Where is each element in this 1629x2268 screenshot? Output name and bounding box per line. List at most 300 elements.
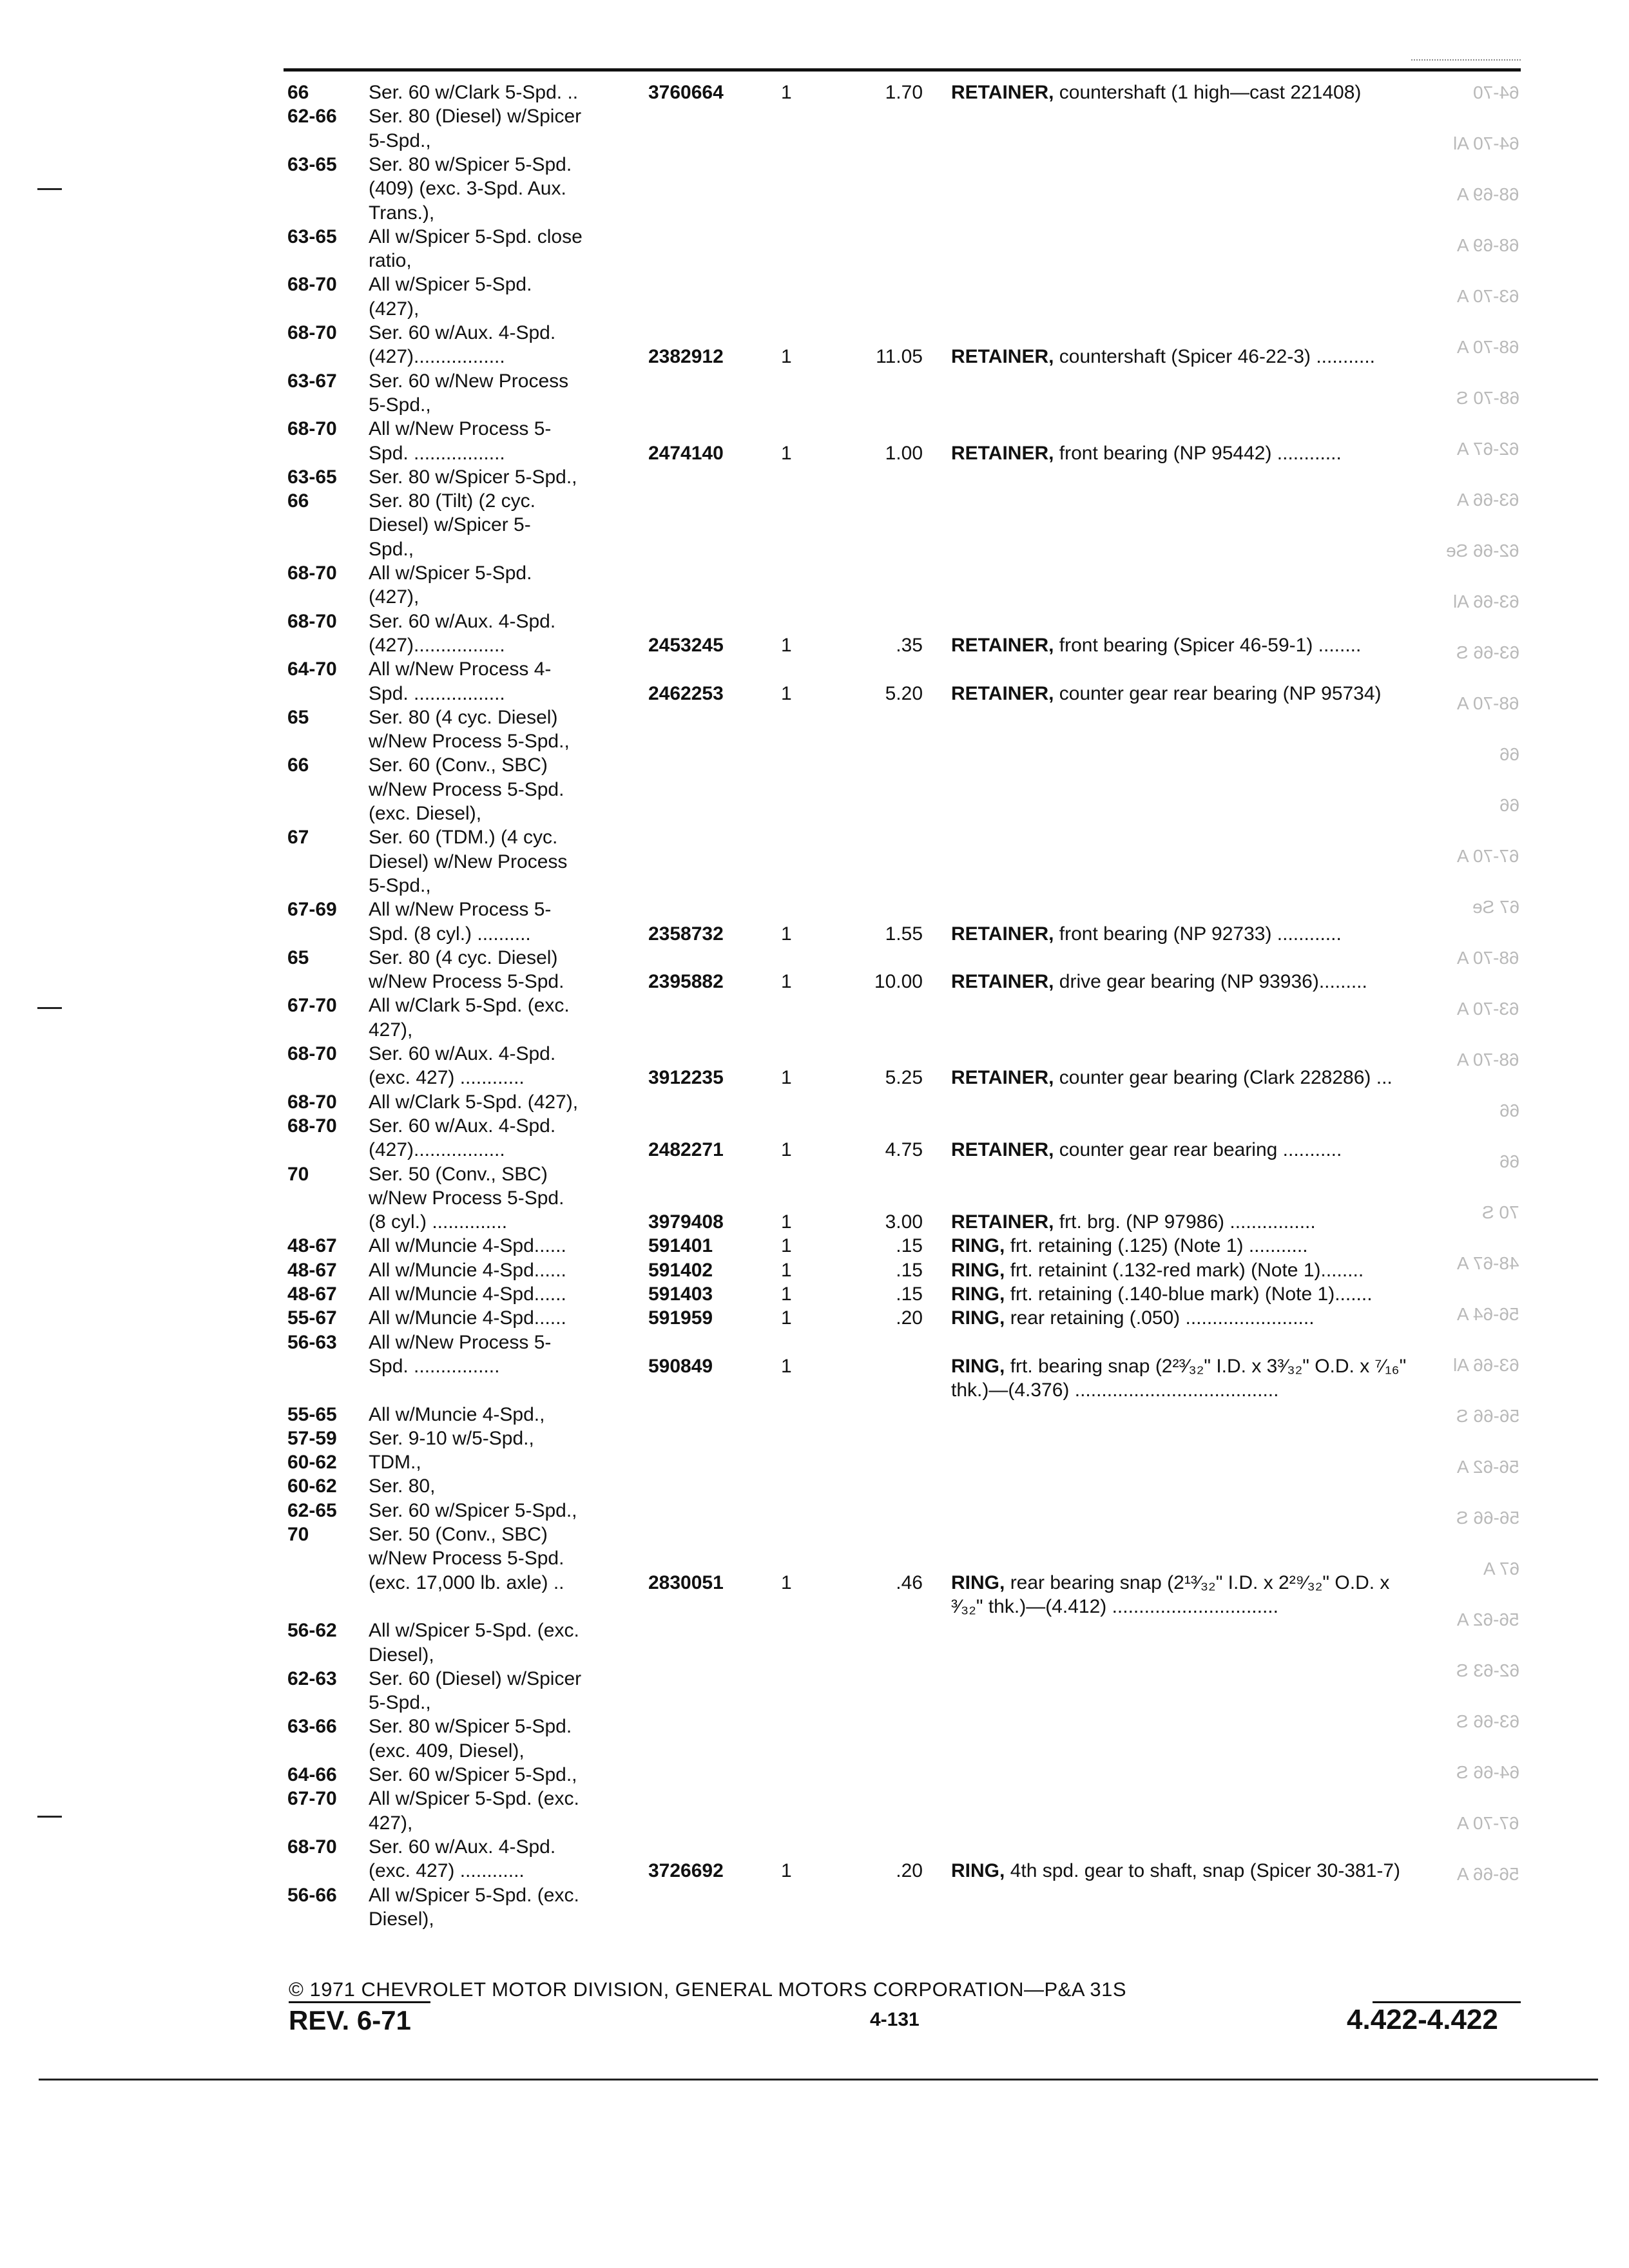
bleed-through-mark: 62-67 A	[1457, 439, 1519, 459]
application-cell: Ser. 80 (4 cyc. Diesel)	[369, 706, 558, 728]
application-cell: Diesel) w/New Process	[369, 850, 568, 872]
table-row	[0, 1499, 1629, 1525]
table-row	[0, 418, 1629, 443]
bleed-through-mark: 70 S	[1482, 1202, 1519, 1222]
table-row	[0, 1283, 1629, 1309]
application-cell: 5-Spd.,	[369, 874, 431, 896]
table-row	[0, 923, 1629, 948]
description-text: frt. bearing snap (2²³⁄₃₂" I.D. x 3³⁄₃₂" O.D. x ⁷⁄₁₆"	[1010, 1355, 1407, 1377]
application-cell: Ser. 60 (TDM.) (4 cyc.	[369, 827, 558, 849]
application-cell: Ser. 80,	[369, 1475, 436, 1497]
year-cell: 48-67	[287, 1259, 337, 1281]
application-cell: Ser. 80 w/Spicer 5-Spd.	[369, 153, 572, 175]
price-cell: 10.00	[874, 971, 923, 993]
description-text: frt. retaining (.140-blue mark) (Note 1).......	[1010, 1283, 1373, 1305]
table-row	[0, 1691, 1629, 1717]
part-number-cell: 2395882	[648, 971, 724, 993]
table-row	[0, 1644, 1629, 1669]
description-keyword: RETAINER,	[951, 634, 1054, 656]
table-row	[0, 1812, 1629, 1838]
application-cell: Trans.),	[369, 202, 435, 224]
bleed-through-mark: 64-66 S	[1456, 1762, 1519, 1782]
table-row	[0, 778, 1629, 804]
quantity-cell: 1	[781, 1139, 792, 1161]
table-row	[0, 1091, 1629, 1117]
table-row	[0, 1379, 1629, 1405]
application-cell: (exc. Diesel),	[369, 803, 482, 824]
price-cell: 1.00	[885, 442, 923, 464]
description-cell	[951, 1307, 1315, 1330]
description-keyword: RING,	[951, 1355, 1005, 1377]
application-cell: w/New Process 5-Spd.	[369, 778, 564, 800]
application-cell: Ser. 60 w/Spicer 5-Spd.,	[369, 1499, 577, 1521]
bleed-through-mark: 68-70 A	[1457, 337, 1519, 357]
bleed-through-mark: 56-66 S	[1456, 1406, 1519, 1426]
table-row	[0, 1860, 1629, 1885]
description-keyword: RING,	[951, 1307, 1005, 1329]
application-cell: (8 cyl.) ..............	[369, 1211, 508, 1233]
table-row	[0, 442, 1629, 468]
table-row	[0, 466, 1629, 492]
bleed-through-mark: 63-70 A	[1457, 999, 1519, 1019]
application-cell: Diesel),	[369, 1644, 434, 1666]
description-keyword: RETAINER,	[951, 82, 1054, 103]
year-cell: 67-70	[287, 995, 337, 1017]
application-cell: (427),	[369, 298, 419, 320]
description-cell	[951, 1355, 1406, 1378]
bleed-through-mark: 64-70	[1473, 82, 1519, 102]
part-number-cell: 591403	[648, 1283, 713, 1305]
year-cell: 60-62	[287, 1452, 337, 1474]
table-row	[0, 802, 1629, 828]
quantity-cell: 1	[781, 1259, 792, 1281]
application-cell: TDM.,	[369, 1452, 421, 1474]
bleed-through-mark: 48-67 A	[1457, 1253, 1519, 1273]
price-cell: .15	[896, 1235, 923, 1257]
year-cell: 67-69	[287, 899, 337, 921]
table-row	[0, 1715, 1629, 1741]
description-cell	[951, 1571, 1389, 1595]
description-cell	[951, 682, 1382, 706]
table-row	[0, 514, 1629, 539]
application-cell: w/New Process 5-Spd.,	[369, 731, 570, 753]
year-cell: 48-67	[287, 1235, 337, 1257]
application-cell: All w/Spicer 5-Spd. close	[369, 226, 583, 247]
bleed-through-mark: 63-66 A	[1457, 490, 1519, 510]
quantity-cell: 1	[781, 442, 792, 464]
quantity-cell: 1	[781, 923, 792, 945]
description-keyword: RETAINER,	[951, 971, 1054, 993]
table-row	[0, 370, 1629, 396]
application-cell: Diesel) w/Spicer 5-	[369, 514, 531, 536]
quantity-cell: 1	[781, 682, 792, 704]
table-row	[0, 1763, 1629, 1789]
description-text: countershaft (1 high—cast 221408)	[1059, 82, 1362, 103]
description-cell	[951, 1139, 1342, 1162]
table-row	[0, 658, 1629, 684]
part-number-cell: 591401	[648, 1235, 713, 1257]
table-row	[0, 1115, 1629, 1140]
page-footer	[0, 1972, 1629, 2062]
year-cell: 56-62	[287, 1620, 337, 1642]
table-row	[0, 898, 1629, 924]
table-row	[0, 490, 1629, 515]
table-row	[0, 1571, 1629, 1597]
price-cell: 5.20	[885, 682, 923, 704]
application-cell: 5-Spd.,	[369, 1692, 431, 1714]
bleed-through-mark: 68-70 A	[1457, 693, 1519, 713]
bleed-through-mark: 56-66 A	[1457, 1864, 1519, 1884]
description-keyword: RING,	[951, 1860, 1005, 1882]
table-row	[0, 826, 1629, 852]
application-cell: All w/Spicer 5-Spd.	[369, 274, 532, 296]
application-cell: Spd. .................	[369, 442, 505, 464]
copyright-line: © 1971 CHEVROLET MOTOR DIVISION, GENERAL MOTORS CORPORATION—P&A 31S	[289, 1978, 1127, 2001]
bleed-through-mark: 68-69 A	[1457, 235, 1519, 255]
description-keyword: RETAINER,	[951, 346, 1054, 368]
table-row	[0, 1740, 1629, 1765]
bleed-through-mark: 63-66 Al	[1453, 591, 1519, 611]
quantity-cell: 1	[781, 1307, 792, 1329]
application-cell: w/New Process 5-Spd.	[369, 1548, 564, 1570]
quantity-cell: 1	[781, 1860, 792, 1882]
table-row	[0, 202, 1629, 227]
description-text: counter gear bearing (Clark 228286) ...	[1059, 1067, 1393, 1089]
application-cell: All w/New Process 5-	[369, 418, 552, 440]
table-row	[0, 586, 1629, 611]
application-cell: 427),	[369, 1019, 413, 1041]
table-row	[0, 874, 1629, 900]
quantity-cell: 1	[781, 346, 792, 368]
description-keyword: RING,	[951, 1283, 1005, 1305]
table-row	[0, 394, 1629, 419]
table-row	[0, 1066, 1629, 1092]
part-number-cell: 3979408	[648, 1211, 724, 1233]
application-cell: (427).................	[369, 346, 505, 368]
application-cell: Spd. .................	[369, 682, 505, 704]
bleed-through-mark: 67-70 A	[1457, 846, 1519, 866]
description-keyword: RETAINER,	[951, 442, 1054, 464]
application-cell: (exc. 17,000 lb. axle) ..	[369, 1571, 564, 1593]
table-row	[0, 1355, 1629, 1381]
application-cell: Ser. 80 (Tilt) (2 cyc.	[369, 490, 535, 512]
year-cell: 68-70	[287, 1091, 337, 1113]
table-row	[0, 682, 1629, 708]
application-cell: Ser. 60 w/Spicer 5-Spd.,	[369, 1764, 577, 1785]
price-cell: .20	[896, 1307, 923, 1329]
price-cell: .15	[896, 1259, 923, 1281]
footer-right-rule	[1373, 2001, 1521, 2003]
year-cell: 66	[287, 82, 309, 103]
application-cell: All w/Spicer 5-Spd.	[369, 562, 532, 584]
bleed-through-mark: 66	[1499, 1100, 1519, 1120]
table-row	[0, 1451, 1629, 1477]
bleed-through-mark: 56-62 A	[1457, 1610, 1519, 1629]
bleed-through-mark: 67-70 A	[1457, 1813, 1519, 1833]
description-text: ³⁄₃₂" thk.)—(4.412) ...............................	[951, 1595, 1278, 1617]
application-cell: Ser. 80 (Diesel) w/Spicer	[369, 106, 582, 128]
description-cell	[951, 634, 1361, 657]
description-cell	[951, 442, 1342, 465]
table-row	[0, 1163, 1629, 1189]
bleed-through-mark: 67 Se	[1472, 897, 1519, 917]
bleed-through-mark: 68-69 A	[1457, 184, 1519, 204]
application-cell: Ser. 60 (Conv., SBC)	[369, 754, 548, 776]
application-cell: Ser. 60 w/New Process	[369, 370, 569, 392]
description-cell	[951, 81, 1361, 104]
description-keyword: RING,	[951, 1259, 1005, 1281]
quantity-cell: 1	[781, 1571, 792, 1593]
bleed-through-mark: 64-70 Al	[1453, 133, 1519, 153]
table-row	[0, 226, 1629, 251]
quantity-cell: 1	[781, 971, 792, 993]
application-cell: All w/Muncie 4-Spd......	[369, 1307, 566, 1329]
price-cell: 3.00	[885, 1211, 923, 1233]
bleed-through-mark: 67 A	[1483, 1559, 1519, 1579]
bleed-through-mark: 56-62 A	[1457, 1457, 1519, 1477]
application-cell: All w/New Process 4-	[369, 658, 552, 680]
description-text: front bearing (NP 92733) ............	[1059, 923, 1342, 945]
application-cell: (427).................	[369, 634, 505, 656]
year-cell: 60-62	[287, 1475, 337, 1497]
year-cell: 64-66	[287, 1764, 337, 1785]
bleed-through-mark: 62-63 S	[1456, 1660, 1519, 1680]
table-row	[0, 273, 1629, 299]
part-number-cell: 590849	[648, 1355, 713, 1377]
price-cell: .15	[896, 1283, 923, 1305]
quantity-cell: 1	[781, 1283, 792, 1305]
part-number-cell: 3912235	[648, 1067, 724, 1089]
application-cell: w/New Process 5-Spd.	[369, 971, 564, 993]
year-cell: 62-65	[287, 1499, 337, 1521]
table-row	[0, 1187, 1629, 1213]
table-row	[0, 1331, 1629, 1357]
table-row	[0, 298, 1629, 323]
description-text: 4th spd. gear to shaft, snap (Spicer 30-381-7)	[1010, 1860, 1401, 1882]
application-cell: All w/Spicer 5-Spd. (exc.	[369, 1788, 579, 1810]
quantity-cell: 1	[781, 1211, 792, 1233]
table-row	[0, 730, 1629, 756]
year-cell: 68-70	[287, 274, 337, 296]
bleed-through-mark: 68-70 A	[1457, 948, 1519, 968]
description-text: counter gear rear bearing (NP 95734)	[1059, 682, 1382, 704]
bleed-through-mark: 66	[1499, 795, 1519, 815]
application-cell: (exc. 427) ............	[369, 1067, 525, 1089]
application-cell: All w/Clark 5-Spd. (427),	[369, 1091, 579, 1113]
year-cell: 68-70	[287, 610, 337, 632]
bleed-through-mark: 62-66 Se	[1446, 541, 1519, 561]
description-text: frt. retainint (.132-red mark) (Note 1)........	[1010, 1259, 1364, 1281]
table-row	[0, 249, 1629, 275]
table-row	[0, 1547, 1629, 1573]
description-cell	[951, 1066, 1393, 1090]
application-cell: All w/Muncie 4-Spd......	[369, 1283, 566, 1305]
bleed-through-mark: 63-66 S	[1456, 642, 1519, 662]
year-cell: 68-70	[287, 418, 337, 440]
part-number-cell: 2482271	[648, 1139, 724, 1161]
description-cell	[951, 1283, 1373, 1306]
price-cell: 5.25	[885, 1067, 923, 1089]
quantity-cell: 1	[781, 1235, 792, 1257]
year-cell: 63-65	[287, 153, 337, 175]
table-row	[0, 634, 1629, 660]
quantity-cell: 1	[781, 1355, 792, 1377]
year-cell: 56-63	[287, 1331, 337, 1353]
table-row	[0, 754, 1629, 780]
year-cell: 57-59	[287, 1427, 337, 1449]
part-number-cell: 2830051	[648, 1571, 724, 1593]
application-cell: 5-Spd.,	[369, 130, 431, 151]
description-cell	[951, 1235, 1308, 1258]
year-cell: 68-70	[287, 562, 337, 584]
table-row	[0, 706, 1629, 732]
application-cell: w/New Process 5-Spd.	[369, 1187, 564, 1209]
part-number-cell: 3726692	[648, 1860, 724, 1882]
application-cell: All w/New Process 5-	[369, 899, 552, 921]
price-cell: .20	[896, 1860, 923, 1882]
table-row	[0, 562, 1629, 588]
table-row	[0, 970, 1629, 996]
table-row	[0, 947, 1629, 972]
year-cell: 70	[287, 1524, 309, 1545]
part-number-cell: 2462253	[648, 682, 724, 704]
description-text: countershaft (Spicer 46-22-3) ...........	[1059, 346, 1376, 368]
table-row	[0, 1523, 1629, 1549]
part-number-cell: 2382912	[648, 346, 724, 368]
revision-label: REV. 6-71	[289, 2005, 411, 2035]
bleed-through-mark: 66	[1499, 1151, 1519, 1171]
table-row	[0, 1259, 1629, 1285]
application-cell: Ser. 60 w/Aux. 4-Spd.	[369, 610, 556, 632]
table-row	[0, 1908, 1629, 1934]
price-cell: 11.05	[876, 346, 923, 368]
part-number-cell: 591402	[648, 1259, 713, 1281]
year-cell: 65	[287, 706, 309, 728]
application-cell: All w/Muncie 4-Spd......	[369, 1259, 566, 1281]
table-row	[0, 177, 1629, 203]
year-cell: 67	[287, 827, 309, 849]
application-cell: Ser. 60 w/Aux. 4-Spd.	[369, 322, 556, 343]
year-cell: 64-70	[287, 658, 337, 680]
bleed-through-mark: 63-66 Al	[1453, 1355, 1519, 1375]
year-cell: 55-67	[287, 1307, 337, 1329]
application-cell: Ser. 80 w/Spicer 5-Spd.,	[369, 466, 577, 488]
part-number-cell: 591959	[648, 1307, 713, 1329]
table-row	[0, 1235, 1629, 1260]
application-cell: Ser. 80 w/Spicer 5-Spd.	[369, 1716, 572, 1738]
description-text: frt. retaining (.125) (Note 1) ...........	[1010, 1235, 1308, 1257]
part-number-cell: 3760664	[648, 82, 724, 103]
description-cell	[951, 1259, 1364, 1282]
application-cell: Ser. 50 (Conv., SBC)	[369, 1524, 548, 1545]
application-cell: Ser. 50 (Conv., SBC)	[369, 1163, 548, 1185]
part-number-cell: 2358732	[648, 923, 724, 945]
table-row	[0, 1043, 1629, 1068]
application-cell: All w/Clark 5-Spd. (exc.	[369, 995, 570, 1017]
price-cell: 1.70	[885, 82, 923, 103]
table-row	[0, 1836, 1629, 1861]
page-number: 4-131	[870, 2009, 920, 2030]
application-cell: Ser. 60 w/Aux. 4-Spd.	[369, 1836, 556, 1858]
application-cell: Spd.,	[369, 538, 414, 560]
table-row	[0, 1019, 1629, 1044]
table-row	[0, 1619, 1629, 1645]
description-keyword: RING,	[951, 1235, 1005, 1257]
bleed-through-mark: 68-70 S	[1456, 388, 1519, 408]
table-row	[0, 1427, 1629, 1453]
quantity-cell: 1	[781, 1067, 792, 1089]
table-row	[0, 153, 1629, 179]
description-text: rear retaining (.050) ........................	[1010, 1307, 1315, 1329]
description-keyword: RING,	[951, 1571, 1005, 1593]
application-cell: All w/New Process 5-	[369, 1331, 552, 1353]
table-row	[0, 1403, 1629, 1429]
application-cell: Diesel),	[369, 1908, 434, 1930]
section-reference: 4.422-4.422	[1347, 2004, 1498, 2035]
table-row	[0, 610, 1629, 636]
application-cell: Spd. ................	[369, 1355, 500, 1377]
description-keyword: RETAINER,	[951, 1067, 1054, 1089]
part-number-cell: 2453245	[648, 634, 724, 656]
year-cell: 68-70	[287, 1043, 337, 1064]
application-cell: (427),	[369, 586, 419, 608]
table-row	[0, 81, 1629, 107]
bleed-through-mark: 68-70 A	[1457, 1050, 1519, 1070]
page-bottom-rule	[39, 2079, 1598, 2081]
table-row	[0, 322, 1629, 347]
application-cell: All w/Spicer 5-Spd. (exc.	[369, 1884, 579, 1906]
table-row	[0, 538, 1629, 564]
year-cell: 63-65	[287, 226, 337, 247]
description-keyword: RETAINER,	[951, 1139, 1054, 1161]
year-cell: 68-70	[287, 1836, 337, 1858]
application-cell: All w/Muncie 4-Spd......	[369, 1235, 566, 1257]
description-text: front bearing (NP 95442) ............	[1059, 442, 1342, 464]
application-cell: 5-Spd.,	[369, 394, 431, 416]
year-cell: 70	[287, 1163, 309, 1185]
footer-left-rule	[289, 2001, 430, 2003]
quantity-cell: 1	[781, 634, 792, 656]
description-cell	[951, 345, 1375, 369]
description-text: counter gear rear bearing ...........	[1059, 1139, 1342, 1161]
year-cell: 66	[287, 754, 309, 776]
year-cell: 68-70	[287, 322, 337, 343]
price-cell: 1.55	[885, 923, 923, 945]
year-cell: 62-63	[287, 1667, 337, 1689]
year-cell: 67-70	[287, 1788, 337, 1810]
description-text: frt. brg. (NP 97986) ................	[1059, 1211, 1316, 1233]
table-row	[0, 1787, 1629, 1813]
application-cell: (409) (exc. 3-Spd. Aux.	[369, 178, 566, 200]
description-keyword: RETAINER,	[951, 923, 1054, 945]
year-cell: 65	[287, 947, 309, 968]
table-row	[0, 1475, 1629, 1501]
description-text: rear bearing snap (2¹³⁄₃₂" I.D. x 2²⁹⁄₃₂" O.D. x	[1010, 1571, 1390, 1593]
table-row	[0, 1139, 1629, 1164]
description-keyword: RETAINER,	[951, 1211, 1054, 1233]
table-row	[0, 1667, 1629, 1693]
table-row	[0, 1211, 1629, 1236]
bleed-through-mark: 63-66 S	[1456, 1711, 1519, 1731]
description-cell	[951, 1595, 1278, 1619]
year-cell: 63-67	[287, 370, 337, 392]
table-row	[0, 1595, 1629, 1621]
application-cell: (exc. 427) ............	[369, 1860, 525, 1882]
application-cell: Ser. 9-10 w/5-Spd.,	[369, 1427, 534, 1449]
application-cell: ratio,	[369, 250, 412, 272]
year-cell: 56-66	[287, 1884, 337, 1906]
price-cell: .35	[896, 634, 923, 656]
